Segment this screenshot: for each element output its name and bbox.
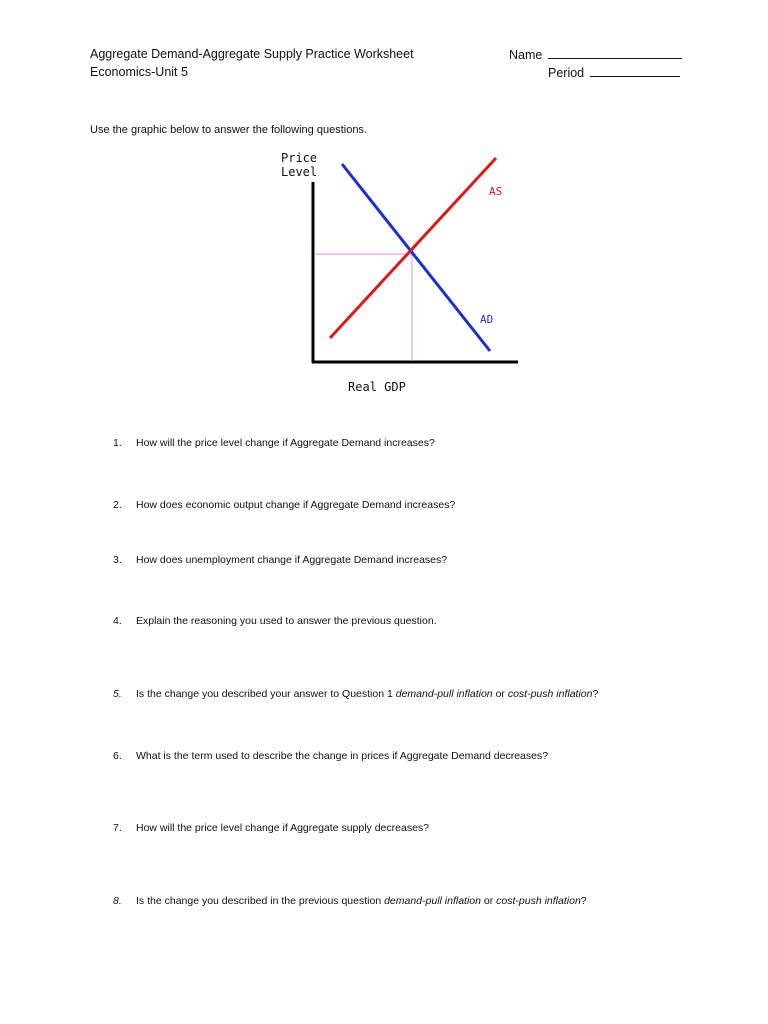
question-number: 3. (113, 554, 122, 566)
question-number: 5. (113, 688, 122, 700)
question-text-or: or (492, 688, 508, 700)
question-text-lead: Is the change you described your answer to Question 1 (136, 688, 396, 700)
question-text-lead: Is the change you described in the previous question (136, 895, 385, 907)
period-field (548, 64, 680, 81)
question-text-end: ? (580, 895, 587, 907)
instructions: Use the graphic below to answer the following questions. (90, 124, 367, 136)
question-text-end: ? (592, 688, 599, 700)
question-text: What is the term used to describe the change in prices if Aggregate Demand decreases? (136, 750, 549, 762)
question-number: 6. (113, 750, 122, 762)
aggregate-supply-curve (330, 158, 496, 338)
y-axis-label-line1: Price (281, 151, 318, 165)
question-text: How does unemployment change if Aggregate Demand increases? (136, 554, 448, 566)
question-text-or: or (480, 895, 497, 907)
term-cost-push: cost-push inflation (507, 688, 593, 700)
unit-subtitle: Economics-Unit 5 (90, 65, 188, 79)
y-axis-label-line2: Level (281, 165, 318, 179)
term-demand-pull: demand-pull inflation (384, 895, 481, 907)
question-text: How does economic output change if Aggregate Demand increases? (136, 499, 456, 511)
worksheet-title: Aggregate Demand-Aggregate Supply Practice Worksheet (90, 47, 414, 61)
question-number: 4. (113, 615, 122, 627)
question-number: 1. (113, 437, 122, 449)
aggregate-demand-curve (342, 164, 490, 351)
term-cost-push: cost-push inflation (496, 895, 581, 907)
name-field (509, 46, 682, 63)
question-text: How will the price level change if Aggregate supply decreases? (136, 822, 430, 834)
as-curve-label: AS (489, 185, 503, 198)
question-text (136, 688, 598, 700)
ad-curve-label: AD (480, 313, 494, 326)
question-text: Explain the reasoning you used to answer the previous question. (136, 615, 437, 627)
question-text: How will the price level change if Aggregate Demand increases? (136, 437, 435, 449)
period-blank-line[interactable] (590, 64, 680, 77)
question-text (136, 895, 587, 907)
name-label: Name (509, 48, 543, 62)
question-number: 8. (113, 895, 122, 907)
question-number: 2. (113, 499, 122, 511)
question-number: 7. (113, 822, 122, 834)
name-blank-line[interactable] (548, 46, 682, 59)
ad-as-graph (270, 140, 530, 405)
x-axis-label: Real GDP (348, 380, 406, 394)
period-label: Period (548, 66, 585, 80)
term-demand-pull: demand-pull inflation (395, 688, 493, 700)
